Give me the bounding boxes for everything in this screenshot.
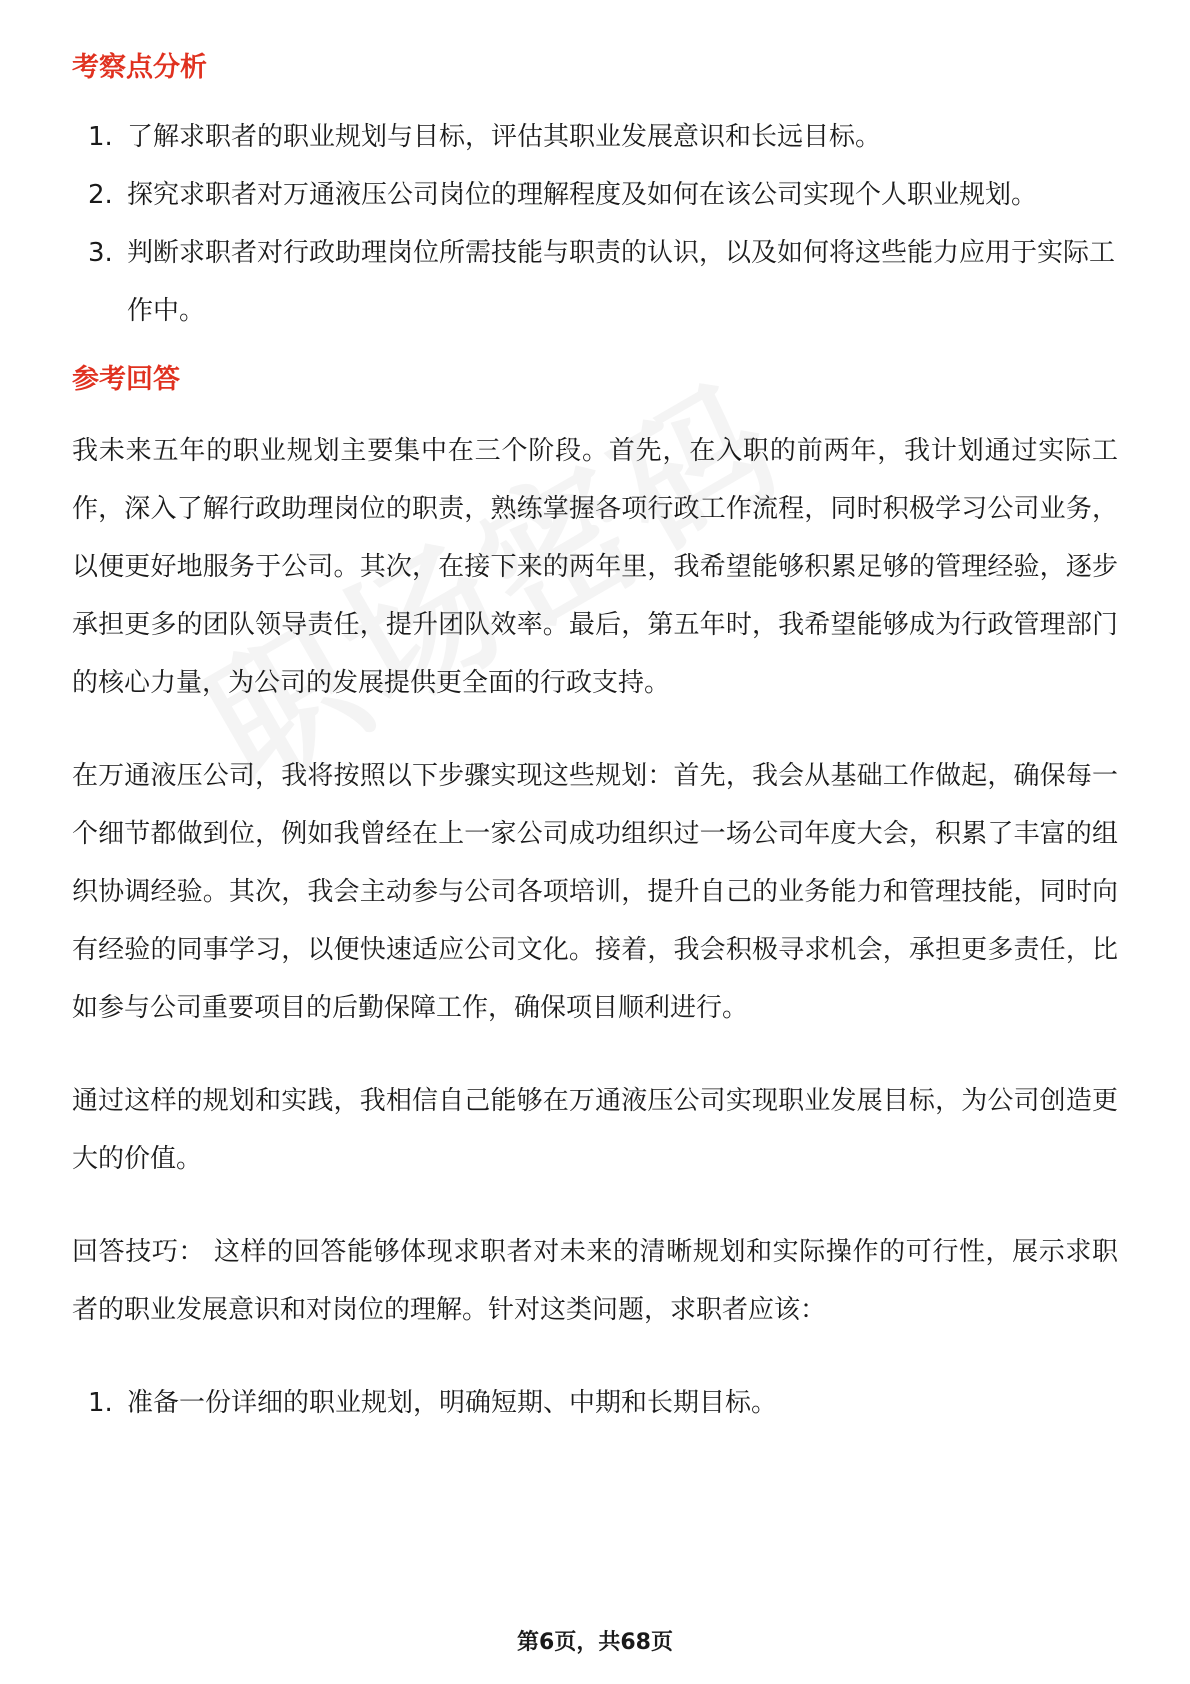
list-item	[72, 224, 1118, 340]
list-item-number: 1.	[88, 122, 113, 152]
list-item-text: 了解求职者的职业规划与目标，评估其职业发展意识和长远目标。	[127, 122, 882, 152]
analysis-list	[72, 108, 1118, 340]
page-content	[72, 48, 1118, 1432]
page-number-footer: 第6页，共68页	[517, 1630, 673, 1655]
list-item	[72, 1374, 1118, 1432]
list-item-text: 判断求职者对行政助理岗位所需技能与职责的认识，以及如何将这些能力应用于实际工作中。	[127, 238, 1116, 326]
list-item-text: 探究求职者对万通液压公司岗位的理解程度及如何在该公司实现个人职业规划。	[127, 180, 1038, 210]
list-item-number: 3.	[88, 238, 113, 268]
list-item-number: 2.	[88, 180, 113, 210]
tips-list	[72, 1374, 1118, 1432]
section-title-reference-answer: 参考回答	[72, 364, 180, 395]
answer-paragraph: 我未来五年的职业规划主要集中在三个阶段。首先，在入职的前两年，我计划通过实际工作，深入了解行政助理岗位的职责，熟练掌握各项行政工作流程，同时积极学习公司业务，以便更好地服务于公司。其次，在接下来的两年里，我希望能够积累足够的管理经验，逐步承担更多的团队领导责任，提升团队效率。最后，第五年时，我希望能够成为行政管理部门的核心力量，为公司的发展提供更全面的行政支持。	[72, 436, 1118, 698]
list-item-number: 1.	[88, 1388, 113, 1418]
answer-paragraph: 通过这样的规划和实践，我相信自己能够在万通液压公司实现职业发展目标，为公司创造更大的价值。	[72, 1086, 1118, 1174]
list-item	[72, 166, 1118, 224]
answer-paragraph: 在万通液压公司，我将按照以下步骤实现这些规划：首先，我会从基础工作做起，确保每一个细节都做到位，例如我曾经在上一家公司成功组织过一场公司年度大会，积累了丰富的组织协调经验。其次，我会主动参与公司各项培训，提升自己的业务能力和管理技能，同时向有经验的同事学习，以便快速适应公司文化。接着，我会积极寻求机会，承担更多责任，比如参与公司重要项目的后勤保障工作，确保项目顺利进行。	[72, 761, 1118, 1023]
list-item-text: 准备一份详细的职业规划，明确短期、中期和长期目标。	[127, 1388, 778, 1418]
list-item	[72, 108, 1118, 166]
answer-tips-paragraph: 回答技巧： 这样的回答能够体现求职者对未来的清晰规划和实际操作的可行性，展示求职者的职业发展意识和对岗位的理解。针对这类问题，求职者应该：	[72, 1237, 1118, 1325]
section-title-analysis: 考察点分析	[72, 52, 207, 83]
